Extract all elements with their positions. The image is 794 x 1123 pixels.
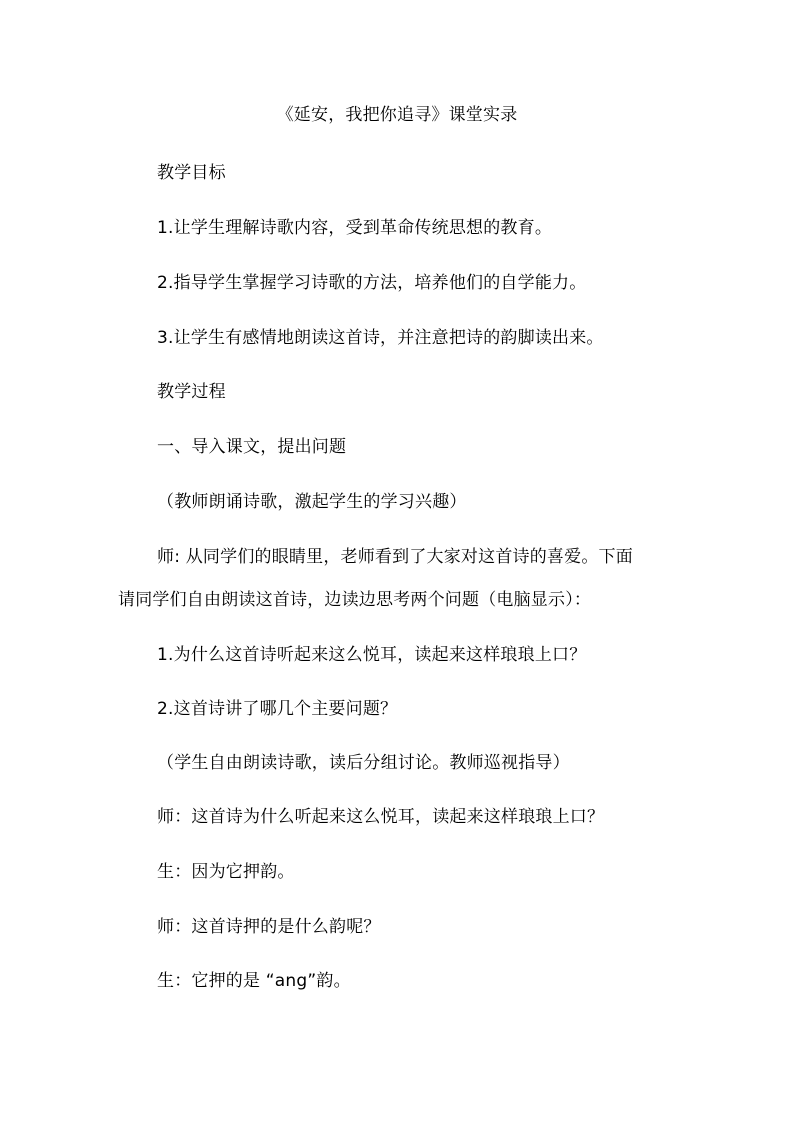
paragraph: 2.指导学生掌握学习诗歌的方法，培养他们的自学能力。 (157, 273, 587, 293)
paragraph: 1.让学生理解诗歌内容，受到革命传统思想的教育。 (157, 218, 553, 238)
section-heading-goals: 教学目标 (157, 163, 226, 183)
paragraph: 生：因为它押韵。 (157, 862, 295, 882)
paragraph: 师: 从同学们的眼睛里，老师看到了大家对这首诗的喜爱。下面 (157, 547, 633, 567)
paragraph: 一、导入课文，提出问题 (157, 437, 347, 457)
document-title: 《延安，我把你追寻》课堂实录 (276, 105, 518, 125)
paragraph: 3.让学生有感情地朗读这首诗，并注意把诗的韵脚读出来。 (157, 328, 604, 348)
section-heading-process: 教学过程 (157, 382, 226, 402)
paragraph: 1.为什么这首诗听起来这么悦耳，读起来这样琅琅上口？ (157, 645, 587, 665)
paragraph: 2.这首诗讲了哪几个主要问题？ (157, 699, 398, 719)
paragraph: （教师朗诵诗歌，激起学生的学习兴趣） (157, 492, 467, 512)
paragraph: （学生自由朗读诗歌，读后分组讨论。教师巡视指导） (157, 753, 570, 773)
paragraph: 师：这首诗为什么听起来这么悦耳，读起来这样琅琅上口？ (157, 807, 605, 827)
paragraph: 生：它押的是 “ang”韵。 (157, 971, 351, 991)
paragraph: 师：这首诗押的是什么韵呢？ (157, 917, 381, 937)
paragraph-continuation: 请同学们自由朗读这首诗，边读边思考两个问题（电脑显示）： (118, 590, 592, 610)
